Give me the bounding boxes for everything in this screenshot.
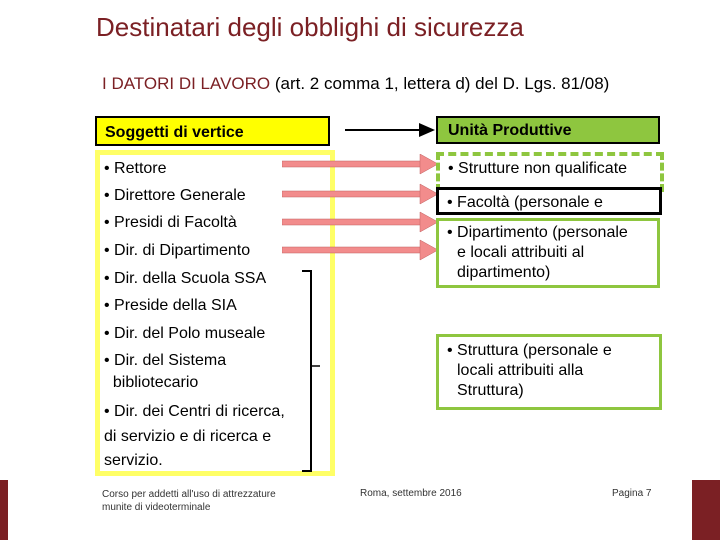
box-strutture bbox=[436, 152, 664, 192]
footer-course-line1: Corso per addetti all'uso di attrezzature bbox=[102, 489, 276, 500]
right-header: Unità Produttive bbox=[436, 116, 660, 144]
box-dipartimento-line1: • Dipartimento (personale bbox=[447, 224, 628, 241]
footer-course bbox=[102, 488, 276, 514]
subtitle-rest: (art. 2 comma 1, lettera d) del D. Lgs. 81/08) bbox=[270, 74, 610, 93]
list-item-presidi: • Presidi di Facoltà bbox=[104, 214, 237, 231]
list-item-centri: • Dir. dei Centri di ricerca, bbox=[104, 403, 285, 420]
footer-page-number: Pagina 7 bbox=[612, 488, 652, 499]
box-dipartimento-line2: e locali attribuiti al bbox=[457, 244, 585, 261]
subtitle-lead: I DATORI DI LAVORO bbox=[102, 74, 271, 93]
box-strutture-text: • Strutture non qualificate bbox=[448, 160, 628, 177]
left-header: Soggetti di vertice bbox=[95, 116, 330, 146]
footer-left-accent bbox=[0, 480, 8, 540]
box-facolta-text: • Facoltà (personale e bbox=[447, 194, 603, 211]
arrow-rettore-icon bbox=[282, 161, 422, 167]
footer-place-date: Roma, settembre 2016 bbox=[360, 488, 462, 499]
page-title: Destinatari degli obblighi di sicurezza bbox=[96, 12, 524, 42]
box-dipartimento bbox=[436, 218, 660, 288]
mapping-arrows bbox=[282, 154, 438, 266]
box-dipartimento-line3: dipartimento) bbox=[457, 264, 551, 281]
box-struttura-line3: Struttura) bbox=[457, 382, 524, 399]
subtitle bbox=[102, 74, 609, 94]
footer-right-accent bbox=[692, 480, 720, 540]
list-item-rettore: • Rettore bbox=[104, 160, 167, 177]
box-facolta bbox=[436, 187, 662, 215]
box-struttura bbox=[436, 334, 662, 410]
list-item-sia: • Preside della SIA bbox=[104, 297, 237, 314]
arrow-direttore-icon bbox=[282, 191, 422, 197]
box-struttura-line1: • Struttura (personale e bbox=[447, 342, 612, 359]
footer-course-line2: munite di videoterminale bbox=[102, 502, 211, 513]
arrow-dipartimento-icon bbox=[282, 247, 422, 253]
bracket-tick-icon bbox=[310, 360, 322, 372]
header-arrow-icon bbox=[345, 119, 435, 141]
list-item-direttore-generale: • Direttore Generale bbox=[104, 187, 246, 204]
list-item-polo-museale: • Dir. del Polo museale bbox=[104, 325, 266, 342]
list-item-dipartimento: • Dir. di Dipartimento bbox=[104, 242, 251, 259]
list-item-sistema-cont: bibliotecario bbox=[104, 374, 199, 391]
list-item-centri-cont2: servizio. bbox=[104, 452, 163, 469]
list-item-centri-cont1: di servizio e di ricerca e bbox=[104, 428, 272, 445]
list-item-scuola-ssa: • Dir. della Scuola SSA bbox=[104, 270, 267, 287]
list-item-sistema: • Dir. del Sistema bbox=[104, 352, 227, 369]
box-struttura-line2: locali attribuiti alla bbox=[457, 362, 584, 379]
arrow-presidi-icon bbox=[282, 219, 422, 225]
